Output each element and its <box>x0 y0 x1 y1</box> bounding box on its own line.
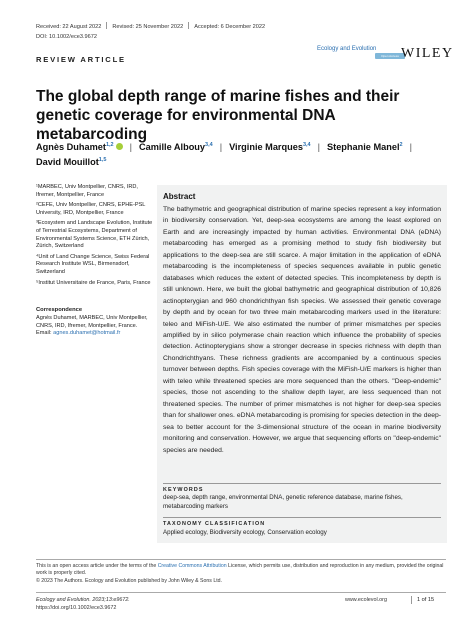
affiliation-item: ⁵Institut Universitaire de France, Paris, France <box>36 279 151 286</box>
article-history <box>36 22 265 30</box>
correspondence-heading: Correspondence <box>36 307 83 313</box>
divider <box>36 559 446 560</box>
author-list <box>36 139 446 169</box>
journal-website-link[interactable]: www.ecolevol.org <box>345 597 387 603</box>
affiliation-item: ²CEFE, Univ Montpellier, CNRS, EPHE-PSL University, IRD, Montpellier, France <box>36 202 146 216</box>
revised-date: Revised: 25 November 2022 <box>112 24 184 30</box>
divider <box>163 517 441 518</box>
divider <box>106 22 107 29</box>
orcid-icon[interactable] <box>116 143 123 150</box>
author-affil-ref[interactable]: 3,4 <box>205 142 213 148</box>
copyright-text: © 2023 The Authors. Ecology and Evolution published by John Wiley & Sons Ltd. <box>36 577 222 584</box>
keywords-text: deep-sea, depth range, environmental DNA, genetic reference database, marine fishes, metabarcoding markers <box>163 494 403 510</box>
citation-block <box>36 597 286 612</box>
author-divider: | <box>409 142 412 153</box>
email-link[interactable]: agnes.duhamet@hotmail.fr <box>53 330 121 337</box>
author-name[interactable]: Camille Albouy <box>139 142 206 153</box>
author-affil-ref[interactable]: 1,5 <box>98 157 107 164</box>
author-affil-ref[interactable]: 2 <box>399 142 403 148</box>
page-number: 1 of 15 <box>417 597 435 603</box>
keywords-heading: KEYWORDS <box>163 487 204 493</box>
author-name[interactable]: David Mouillot <box>36 157 99 168</box>
taxonomy-heading: TAXONOMY CLASSIFICATION <box>163 521 266 527</box>
divider <box>411 596 412 604</box>
publisher-logo: WILEY <box>401 46 454 61</box>
citation-journal: Ecology and Evolution. 2023;13:e9672. <box>36 597 130 603</box>
accepted-date: Accepted: 6 December 2022 <box>194 24 266 30</box>
journal-name: Ecology and Evolution <box>317 46 377 52</box>
author-divider: | <box>219 142 223 153</box>
author-name[interactable]: Stephanie Manel <box>327 142 400 153</box>
divider <box>36 592 446 593</box>
abstract-text: The bathymetric and geographical distribution of marine species represent a key information in biodiversity conservation. Yet, deep-sea ecosystems are among the least explored on Earth and are increasingly impacted by human activities. Environmental DNA (eDNA) metabarcoding has emerged as a promising method to study fish biodiversity but applications to the deep-sea are still scarce. A major limitation in the application of eDNA metabarcoding is the incompleteness of species sequences available in public genetic databases which reduces the extent of detected species. This incompleteness by depth is still unknown. Here, we built the global bathymetric and geographical distribution of 10,826 actinopterygian and 960 chondrichthyan fish species. We assessed their genetic coverage by depth and by ocean for two three main metabarcoding markers used in the literature: teleo and MiFish-U/E. We also estimated the number of primer mismatches per species amplified by in silico polymerase chain reaction which influence the probability of species detection. Actinopterygians show a stronger decrease in species richness with depth than Chondrichthyans. These richness gradients are accompanied by a continuous species turnover between depths. Fish species coverage with the MiFish-U/E markers is higher than with teleo while threatened species are more sequenced than the others. "Deep-endemic" species, those not ascending to the shallow depth layer, are less sequenced than not threatened species. The number of primer mismatches is not higher for deep-sea species than for shallower ones. eDNA metabarcoding is promising for species detection in the deep-sea to better account for the 3-dimensional structure of the ocean in marine biodiversity monitoring and conservation. However, we argue that sequencing efforts on "deep-endemic" species are needed. <box>163 206 441 454</box>
affiliation-item: ⁴Unit of Land Change Science, Swiss Federal Research Institute WSL, Birmensdorf, Switzerland <box>36 253 150 275</box>
abstract-heading: Abstract <box>163 192 196 201</box>
license-link[interactable]: Creative Commons Attribution <box>157 563 227 569</box>
taxonomy-text: Applied ecology, Biodiversity ecology, Conservation ecology <box>163 529 327 536</box>
license-notice <box>36 563 446 585</box>
author-divider: | <box>129 142 132 153</box>
affiliation-item: ³Ecosystem and Landscape Evolution, Institute of Terrestrial Ecosystems, Department of Environmental Systems Science, ETH Zürich, Zürich, Switzerland <box>36 220 153 250</box>
license-text: License, which permits use, distribution and reproduction in any medium, provided the original work is properly cited. <box>36 563 444 577</box>
author-affil-ref[interactable]: 1,2 <box>105 142 114 148</box>
affiliation-item: ¹MARBEC, Univ Montpellier, CNRS, IRD, Ifremer, Montpellier, France <box>36 184 138 198</box>
open-access-badge: Open Access <box>375 53 405 59</box>
license-text: This is an open access article under the terms of the <box>36 563 158 569</box>
citation-doi-link[interactable]: https://doi.org/10.1002/ece3.9672 <box>36 604 117 611</box>
divider <box>163 483 441 484</box>
divider <box>188 22 189 29</box>
email-label: Email: <box>36 330 52 337</box>
author-affil-ref[interactable]: 3,4 <box>302 142 311 148</box>
author-divider: | <box>317 142 320 153</box>
article-type: REVIEW ARTICLE <box>36 55 126 64</box>
author-name[interactable]: Agnès Duhamet <box>36 142 106 153</box>
affiliations <box>36 184 153 290</box>
article-title: The global depth range of marine fishes and their genetic coverage for environmental DNA metabarcoding <box>36 88 400 143</box>
received-date: Received: 22 August 2022 <box>36 24 102 30</box>
author-name[interactable]: Virginie Marques <box>229 142 303 153</box>
correspondence-text: Agnès Duhamet, MARBEC, Univ Montpellier, CNRS, IRD, Ifremer, Montpellier, France. <box>36 315 148 329</box>
doi-text[interactable]: DOI: 10.1002/ece3.9672 <box>36 34 97 40</box>
correspondence-block <box>36 315 153 338</box>
